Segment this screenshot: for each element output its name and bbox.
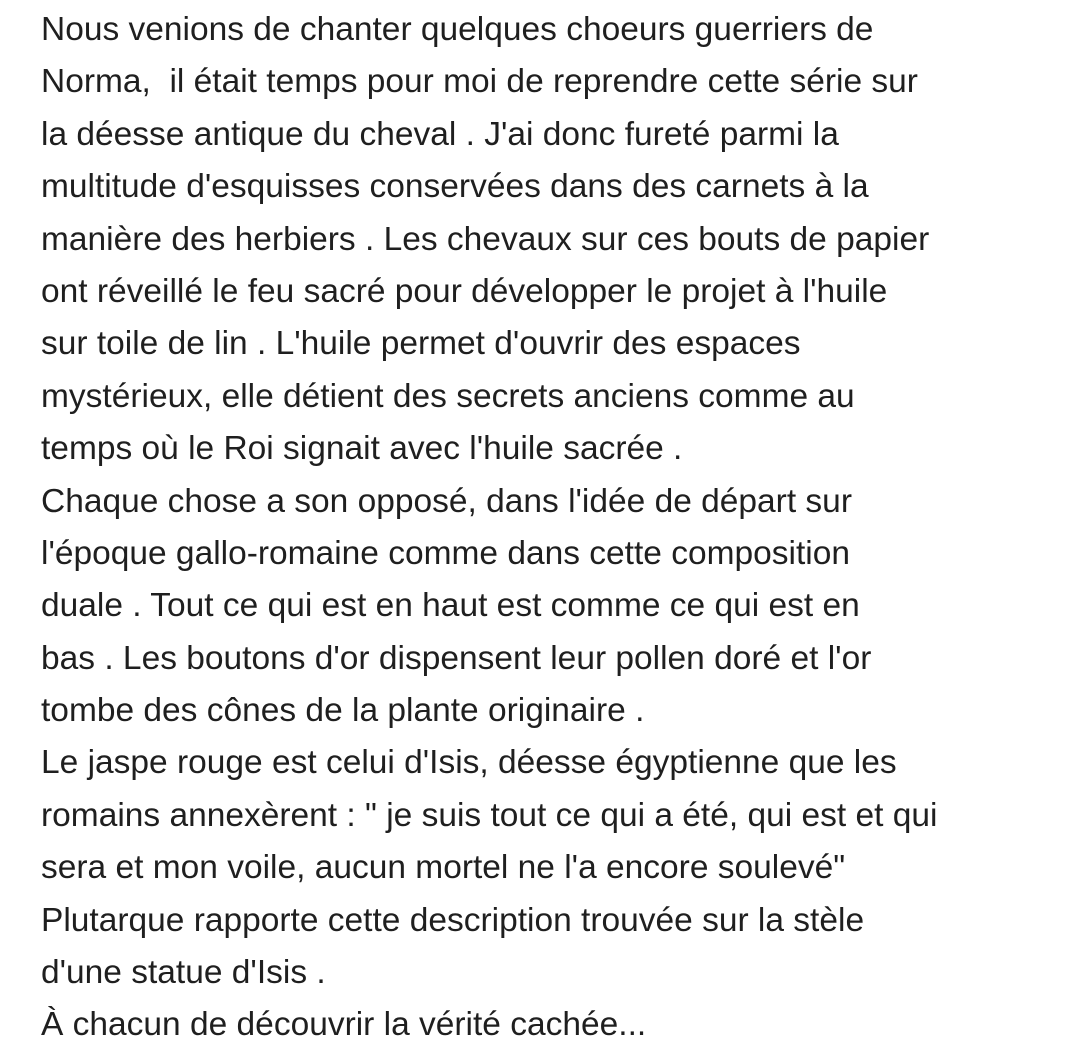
text-line: temps où le Roi signait avec l'huile sacrée . <box>41 430 683 468</box>
text-line: romains annexèrent : " je suis tout ce qui a été, qui est et qui <box>41 796 938 834</box>
text-line: tombe des cônes de la plante originaire . <box>41 692 645 730</box>
text-line: d'une statue d'Isis . <box>41 954 326 992</box>
text-line: Chaque chose a son opposé, dans l'idée de départ sur <box>41 482 852 520</box>
text-line: Nous venions de chanter quelques choeurs guerriers de <box>41 11 874 48</box>
text-line: multitude d'esquisses conservées dans des carnets à la <box>41 168 869 206</box>
text-line: duale . Tout ce qui est en haut est comme ce qui est en <box>41 587 860 625</box>
text-line: À chacun de découvrir la vérité cachée... <box>41 1006 647 1044</box>
text-line: mystérieux, elle détient des secrets anciens comme au <box>41 377 855 415</box>
text-line: l'époque gallo-romaine comme dans cette composition <box>41 534 850 572</box>
text-line: sur toile de lin . L'huile permet d'ouvrir des espaces <box>41 325 801 363</box>
text-line: Norma, il était temps pour moi de reprendre cette série sur <box>41 63 918 101</box>
text-line: ont réveillé le feu sacré pour développer le projet à l'huile <box>41 272 888 310</box>
text-line: Le jaspe rouge est celui d'Isis, déesse égyptienne que les <box>41 744 897 782</box>
text-line: manière des herbiers . Les chevaux sur ces bouts de papier <box>41 220 930 258</box>
text-line: Plutarque rapporte cette description trouvée sur la stèle <box>41 901 865 939</box>
text-line: bas . Les boutons d'or dispensent leur pollen doré et l'or <box>41 639 872 677</box>
post-text <box>41 4 1061 1052</box>
text-line: la déesse antique du cheval . J'ai donc fureté parmi la <box>41 115 839 153</box>
text-line: sera et mon voile, aucun mortel ne l'a encore soulevé" <box>41 849 846 887</box>
